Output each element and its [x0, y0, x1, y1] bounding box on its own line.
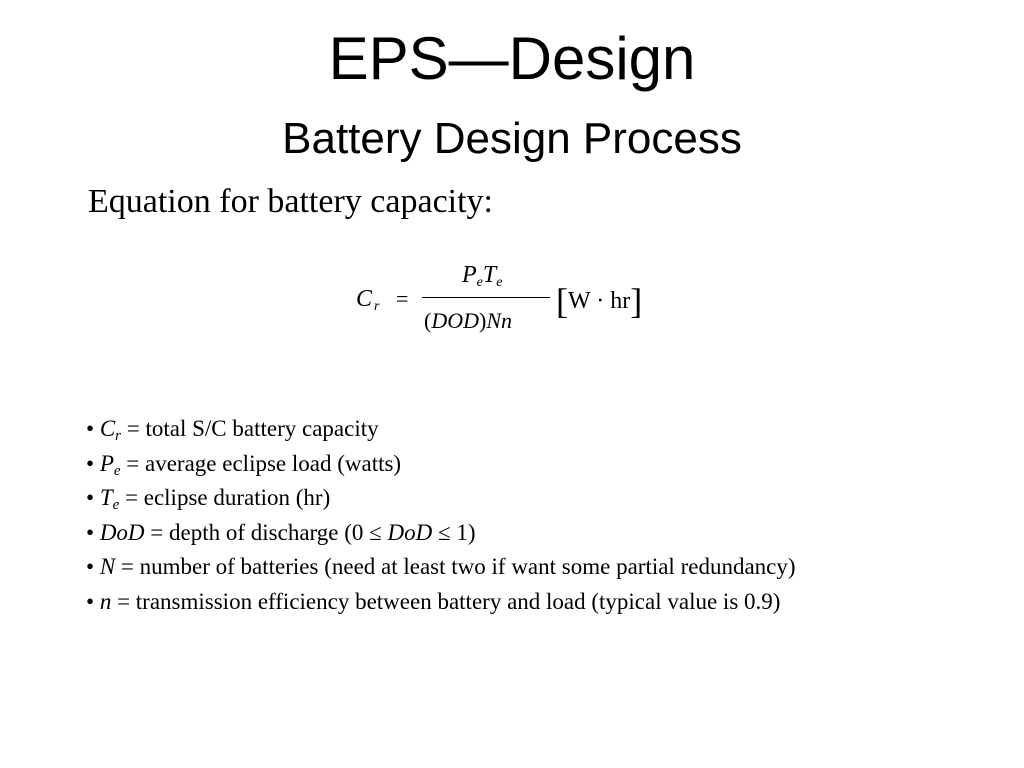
definition-item-dod — [86, 516, 796, 551]
definition-item-n-lower — [86, 585, 796, 620]
equation-lhs — [356, 286, 379, 315]
definition-text: = eclipse duration (hr) — [119, 485, 331, 510]
definitions-list — [86, 412, 796, 619]
equation-denominator — [424, 308, 512, 334]
numerator-t-subscript: e — [496, 275, 503, 290]
definition-symbol: T — [99, 485, 113, 510]
equation-numerator — [462, 262, 502, 291]
slide-title: EPS—Design — [328, 25, 696, 92]
equation-equals: = — [396, 286, 409, 311]
definition-symbol: N — [99, 554, 116, 579]
bullet-marker: • — [86, 416, 100, 441]
unit-text: W · hr — [568, 288, 631, 314]
definition-subscript: e — [112, 497, 120, 513]
denominator-dod: DOD — [431, 308, 479, 333]
slide-subtitle: Battery Design Process — [282, 114, 742, 163]
definition-item-cr — [86, 412, 796, 447]
bullet-marker: • — [86, 554, 100, 579]
definition-text: = transmission efficiency between battery and load (typical value is 0.9) — [111, 588, 781, 614]
denominator-open-paren: ( — [424, 308, 432, 333]
numerator-p: P — [462, 262, 477, 288]
equation-lhs-symbol: C — [356, 286, 373, 312]
bullet-marker: • — [86, 588, 100, 614]
definition-item-te — [86, 481, 796, 516]
fraction-bar — [422, 297, 550, 298]
definition-text: = depth of discharge (0 ≤ — [144, 519, 388, 545]
numerator-p-subscript: e — [476, 275, 483, 290]
equation-intro: Equation for battery capacity: — [88, 183, 493, 220]
unit-open-bracket: [ — [556, 281, 568, 321]
definition-text: = average eclipse load (watts) — [120, 450, 402, 476]
definition-item-pe — [86, 447, 796, 482]
bullet-marker: • — [86, 450, 100, 476]
definition-symbol: n — [99, 588, 112, 614]
definition-symbol: P — [99, 450, 114, 476]
definition-text: = total S/C battery capacity — [121, 416, 379, 441]
definition-symbol: C — [99, 416, 116, 441]
numerator-t: T — [482, 262, 497, 288]
definition-subscript: r — [115, 428, 121, 444]
definition-symbol: DoD — [99, 519, 145, 545]
definition-subscript: e — [113, 462, 121, 479]
definition-symbol-inline: DoD — [387, 519, 433, 545]
denominator-nn: Nn — [486, 308, 513, 333]
unit-close-bracket: ] — [630, 281, 643, 321]
denominator-close-paren: ) — [479, 308, 487, 333]
definition-text: = number of batteries (need at least two if want some partial redundancy) — [115, 554, 796, 579]
definition-item-n-upper — [86, 550, 796, 585]
equation-lhs-subscript: r — [374, 299, 380, 314]
bullet-marker: • — [86, 519, 100, 545]
battery-capacity-equation — [352, 262, 662, 342]
equation-unit — [556, 280, 642, 322]
bullet-marker: • — [86, 485, 100, 510]
definition-text-end: ≤ 1) — [432, 519, 476, 545]
